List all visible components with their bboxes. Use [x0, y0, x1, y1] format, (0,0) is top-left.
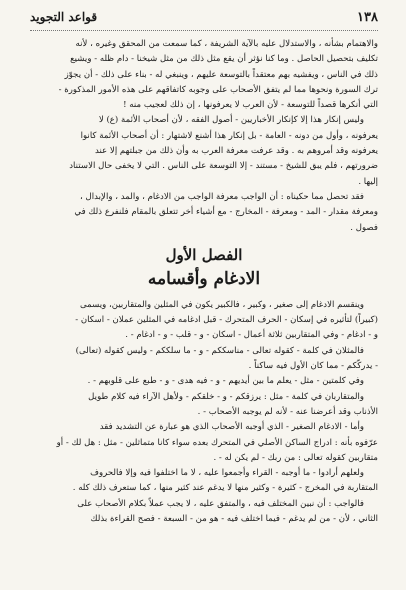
text-line: تكليف بتحصيل الحاصل . وما كنا نؤثر أن يقع مثل ذلك من مثل شيخنا - دام ظله - ويشيع: [70, 54, 378, 65]
text-line: وليس إنكار هذا إلا كإنكار الأخباريين - أصول الفقه ، لأن أصحاب الأئمة (ع) لا: [98, 115, 364, 126]
text-line: و - ادغام - وفي المتقاربين ثلاثة أعمال - اسكان - و - قلب - و - ادغام - .: [125, 330, 378, 341]
paragraph-block-1: [30, 37, 378, 190]
text-line: ومعرفة مقدار - المد - ومعرفة - المخارج - مع أشياء أخر تتعلق بالمقام فلنفرع ذلك في: [74, 207, 378, 218]
text-line: يعرفونه ، وأول من دونه - العامة - بل إنكار هذا أشنع لاشتهار : أن أصحاب الأئمة كانوا: [80, 130, 378, 141]
text-line: ولعلهم أرادوا - ما أوجبه - القراء وأجمعوا عليه ، لا ما اختلفوا فيه وإلا فالحروف: [90, 468, 364, 479]
text-line: فصول .: [350, 222, 378, 233]
paragraph-block-3: [30, 298, 378, 527]
text-line: (كبيراً) لتأثيره في إسكان - الحرف المتحرك - قبل ادغامه في المثلين عملان - اسكان -: [75, 315, 378, 326]
text-line: الأذناب وقد أعرضنا عنه - لأنه لم يوجبه الأصحاب - .: [197, 406, 378, 417]
text-line: فقد تحصل مما حكيناه : أن الواجب معرفة الواجب من الادغام ، والمد ، والإبدال ،: [80, 191, 364, 202]
running-title: قواعد التجويد: [30, 10, 98, 24]
text-line: متقاربين كقوله تعالى : من ربك - لم يكن له - .: [213, 452, 378, 463]
text-line: فالمثلان في كلمة - كقوله تعالى - مناسككم - و - ما سلككم - وليس كقوله (تعالى): [75, 345, 364, 356]
paragraph-block-2: [30, 190, 378, 236]
text-line: وفي كلمتين - مثل - يعلم ما بين أيديهم - و - فيه هدى - و - طبع على قلوبهم - .: [87, 376, 364, 387]
chapter-heading: [30, 244, 378, 292]
text-line: - يدركّكم - مما كان الأول فيه ساكناً .: [248, 361, 378, 372]
text-line: والمتقاربان في كلمة - مثل : يرزقكم - و - خلقكم - ولأهل الآراء فيه كلام طويل: [88, 391, 364, 402]
text-line: وأما - الادغام الصغير - الذي أوجبه الأصحاب الذي هو عبارة عن التشديد فقد: [99, 422, 364, 433]
chapter-number: الفصل الأول: [165, 245, 243, 264]
text-line: عرّفوه بأنه : ادراج الساكن الأصلي في المتحرك بعده سواء كانا متماثلين - مثل : هل لك - أو: [56, 437, 378, 448]
text-line: والاهتمام بشأنه ، والاستدلال عليه بالآية الشريفة ، كما سمعت من المحقق وغيره ، لأنه: [75, 39, 378, 49]
page-header: [30, 10, 378, 31]
page-number: ١٣٨: [357, 10, 378, 25]
text-line: الثاني ، لأن - من لم يدغم - فيما اختلف فيه - هو من - السبعة - فصح القراءة بذلك: [90, 514, 378, 525]
text-line: يعرفونه وقد أمروهم به . وقد عرفت معرفة العرب به وأن ذلك من جبلتهم إلا عند: [94, 146, 378, 157]
text-line: ضرورتهم ، فلم يبق للشيخ - مستند - إلا التوسعة على الناس . التي لا يخفى حال الاستناد: [69, 161, 378, 172]
text-line: إليها .: [358, 176, 378, 187]
text-line: وينقسم الادغام إلى صغير ، وكبير ، فالكبير يكون في المثلين والمتقاربين، ويسمى: [79, 299, 364, 310]
chapter-title: الادغام وأقسامه: [147, 268, 261, 289]
text-line: المتقاربة في المخرج - كثيرة - وكثير منها لا يدغم عند كثير منها ، كما ستعرف ذلك كله .: [72, 483, 378, 494]
text-line: فالواجب : أن نبين المختلف فيه ، والمتفق عليه ، لا يجب عملاً بكلام الأصحاب على: [77, 498, 364, 509]
text-line: التي أنكرها قصداً للتوسعة - لأن العرب لا يعرفونها ، إن ذلك لعجيب منه !: [123, 100, 378, 111]
text-line: ترك السورة ونحوها مما لم يتفق الأصحاب على وجوبه كاتفاقهم على هذه الأمور المذكورة -: [58, 84, 378, 95]
text-line: ذلك في الناس ، ويفشيه بهم معتقداً بالتوسعة عليهم ، وينبغي له - بناء على ذلك - أن يجوّز: [64, 69, 378, 80]
